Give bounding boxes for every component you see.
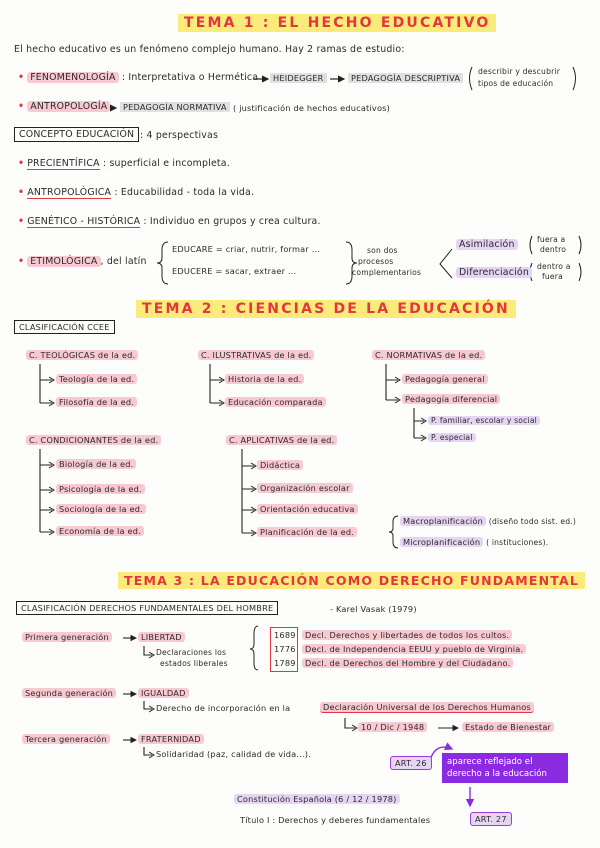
son-dos-1: son dos [367, 246, 398, 255]
sociologia-item: Sociología de la ed. [56, 504, 146, 514]
diferenciacion-label: Diferenciación [456, 267, 532, 278]
genetico-line: • GENÉTICO - HISTÓRICA : Individuo en grupos y crea cultura. [18, 216, 321, 227]
fenomenologia-desc: : Interpretativa o Hermética [121, 72, 259, 83]
psicologia-item: Psicología de la ed. [56, 484, 145, 494]
micro-desc: ( instituciones). [486, 538, 549, 547]
micro-label: Microplanificación [400, 537, 483, 547]
antropologia-label: ANTROPOLOGÍA [27, 101, 110, 112]
orientacion-item: Orientación educativa [257, 504, 358, 514]
economia-item: Economía de la ed. [56, 526, 144, 536]
condicionantes-label: C. CONDICIONANTES de la ed. [26, 435, 161, 445]
year-1689: 1689 [274, 630, 296, 640]
antropologica-label: ANTROPOLÓGICA [27, 187, 112, 198]
tema3-title: TEMA 3 : LA EDUCACIÓN COMO DERECHO FUNDAMENTAL [118, 572, 585, 589]
tema1-title: TEMA 1 : EL HECHO EDUCATIVO [178, 14, 496, 32]
brace-latin [157, 242, 168, 284]
year-1789: 1789 [274, 658, 296, 668]
tema2-title: TEMA 2 : CIENCIAS DE LA EDUCACIÓN [136, 300, 516, 318]
macro-desc: (diseño todo sist. ed.) [488, 517, 576, 526]
concepto-educacion-box: CONCEPTO EDUCACIÓN [14, 127, 139, 142]
fraternidad-label: FRATERNIDAD [138, 734, 204, 744]
precientifica-line: • PRECIENTÍFICA : superficial e incompleta. [18, 158, 230, 169]
organizacion-item: Organización escolar [257, 483, 353, 493]
brace-years [250, 626, 258, 670]
clasificacion-derechos-box: CLASIFICACIÓN DERECHOS FUNDAMENTALES DEL HOMBRE [16, 601, 278, 615]
declaraciones-1: Declaraciones los [156, 648, 227, 657]
didactica-item: Didáctica [257, 460, 303, 470]
aparece-line1: aparece reflejado el [447, 757, 533, 767]
declaracion-universal: Declaración Universal de los Derechos Humanos [320, 702, 534, 713]
describir-line1: describir y descubrir [478, 67, 561, 76]
fenomenologia-line: • FENOMENOLOGÍA : Interpretativa o Hermética [18, 72, 259, 83]
paren-dif-right [579, 263, 581, 281]
dentro-afuera-1: dentro a [537, 262, 571, 271]
ped-descriptiva-label: PEDAGOGÍA DESCRIPTIVA [348, 73, 463, 83]
etimologica-label: ETIMOLÓGICA [27, 256, 100, 267]
filosofia-item: Filosofía de la ed. [56, 397, 137, 407]
asimilacion-label: Asimilación [456, 239, 518, 250]
teologia-item: Teología de la ed. [56, 374, 137, 384]
aparece-note [442, 753, 568, 783]
macro-label: Macroplanificación [400, 516, 486, 526]
solidaridad-text: Solidaridad (paz, calidad de vida...). [156, 749, 311, 759]
perspectivas-text: : 4 perspectivas [140, 130, 219, 141]
tree-normativas [386, 364, 398, 400]
ped-normativa-label: PEDAGOGÍA NORMATIVA [120, 102, 230, 112]
libertad-label: LIBERTAD [138, 632, 185, 642]
estado-bienestar: Estado de Bienestar [462, 722, 554, 732]
paren-describir-right [573, 67, 576, 90]
antropologia-line: • ANTROPOLOGÍA [18, 101, 110, 112]
p-familiar-item: P. familiar, escolar y social [428, 416, 540, 425]
describir-line2: tipos de educación [478, 79, 554, 88]
educare-text: EDUCARE = criar, nutrir, formar ... [172, 244, 321, 254]
ped-general-item: Pedagogía general [402, 374, 488, 384]
genetico-label: GENÉTICO - HISTÓRICA [27, 216, 141, 227]
del-latin-text: , del latín [100, 256, 147, 267]
paren-describir-left [470, 67, 473, 90]
paren-asim-left [530, 236, 532, 254]
ilustrativas-label: C. ILUSTRATIVAS de la ed. [198, 350, 314, 360]
justificacion-text: ( justificación de hechos educativos) [233, 103, 391, 113]
tree-ilustrativas [210, 364, 222, 403]
decl-1689: Decl. Derechos y libertades de todos los cultos. [302, 630, 512, 640]
ped-diferencial-item: Pedagogía diferencial [402, 394, 500, 404]
p-especial-item: P. especial [428, 433, 476, 442]
brace-complementarios [346, 242, 357, 284]
titulo1-text: Título I : Derechos y deberes fundamentales [240, 815, 431, 825]
aparece-line2: derecho a la educación [447, 769, 547, 779]
precientifica-label: PRECIENTÍFICA [27, 158, 100, 169]
educere-text: EDUCERE = sacar, extraer ... [172, 266, 297, 276]
paren-asim-right [579, 236, 581, 254]
declaraciones-2: estados liberales [160, 659, 228, 668]
bracket-asim-dif [440, 249, 452, 278]
year-1776: 1776 [274, 644, 296, 654]
art26-box: ART. 26 [390, 756, 432, 770]
tree-condicionantes [40, 449, 52, 532]
biologia-item: Biología de la ed. [56, 459, 136, 469]
clasificacion-ccee-box: CLASIFICACIÓN CCEE [14, 320, 115, 334]
tree-aplicativas [242, 449, 254, 533]
primera-generacion: Primera generación [22, 632, 112, 642]
teologicas-label: C. TEOLÓGICAS de la ed. [26, 350, 138, 360]
genetico-desc: : Individuo en grupos y crea cultura. [143, 216, 321, 227]
dentro-afuera-2: fuera [542, 272, 563, 281]
normativas-label: C. NORMATIVAS de la ed. [372, 350, 485, 360]
tercera-generacion: Tercera generación [22, 734, 110, 744]
vasak-text: - Karel Vasak (1979) [330, 604, 417, 614]
igualdad-label: IGUALDAD [138, 688, 189, 698]
fuera-adentro-2: dentro [540, 245, 567, 254]
decl-1789: Decl. de Derechos del Hombre y del Ciudadano. [302, 658, 513, 668]
son-dos-3: complementarios [352, 268, 422, 277]
macro-line [400, 516, 576, 526]
son-dos-2: procesos [358, 257, 394, 266]
planificacion-item: Planificación de la ed. [257, 527, 357, 537]
decl-1776: Decl. de Independencia EEUU y pueblo de Virginia. [302, 644, 526, 654]
historia-item: Historia de la ed. [225, 374, 304, 384]
segunda-generacion: Segunda generación [22, 688, 116, 698]
etimologica-line: • ETIMOLÓGICA , del latín [18, 256, 147, 267]
art27-box: ART. 27 [470, 812, 512, 826]
fecha-1948: 10 / Dic / 1948 [358, 722, 427, 732]
tree-teologicas [40, 364, 52, 403]
constitucion-text: Constitución Española (6 / 12 / 1978) [234, 794, 400, 804]
fenomenologia-label: FENOMENOLOGÍA [27, 72, 118, 83]
aplicativas-label: C. APLICATIVAS de la ed. [226, 435, 337, 445]
tema1-intro: El hecho educativo es un fenómeno complejo humano. Hay 2 ramas de estudio: [14, 44, 405, 55]
precientifica-desc: : superficial e incompleta. [102, 158, 230, 169]
comparada-item: Educación comparada [225, 397, 326, 407]
heidegger-label: HEIDEGGER [270, 73, 327, 83]
brace-planificacion [389, 516, 398, 548]
fuera-adentro-1: fuera a [537, 235, 566, 244]
tree-diferencial [414, 408, 424, 438]
antropologica-line: • ANTROPOLÓGICA : Educabilidad - toda la vida. [18, 187, 255, 198]
micro-line [400, 537, 548, 547]
antropologica-desc: : Educabilidad - toda la vida. [114, 187, 255, 198]
incorporacion-text: Derecho de incorporación en la [156, 703, 291, 713]
